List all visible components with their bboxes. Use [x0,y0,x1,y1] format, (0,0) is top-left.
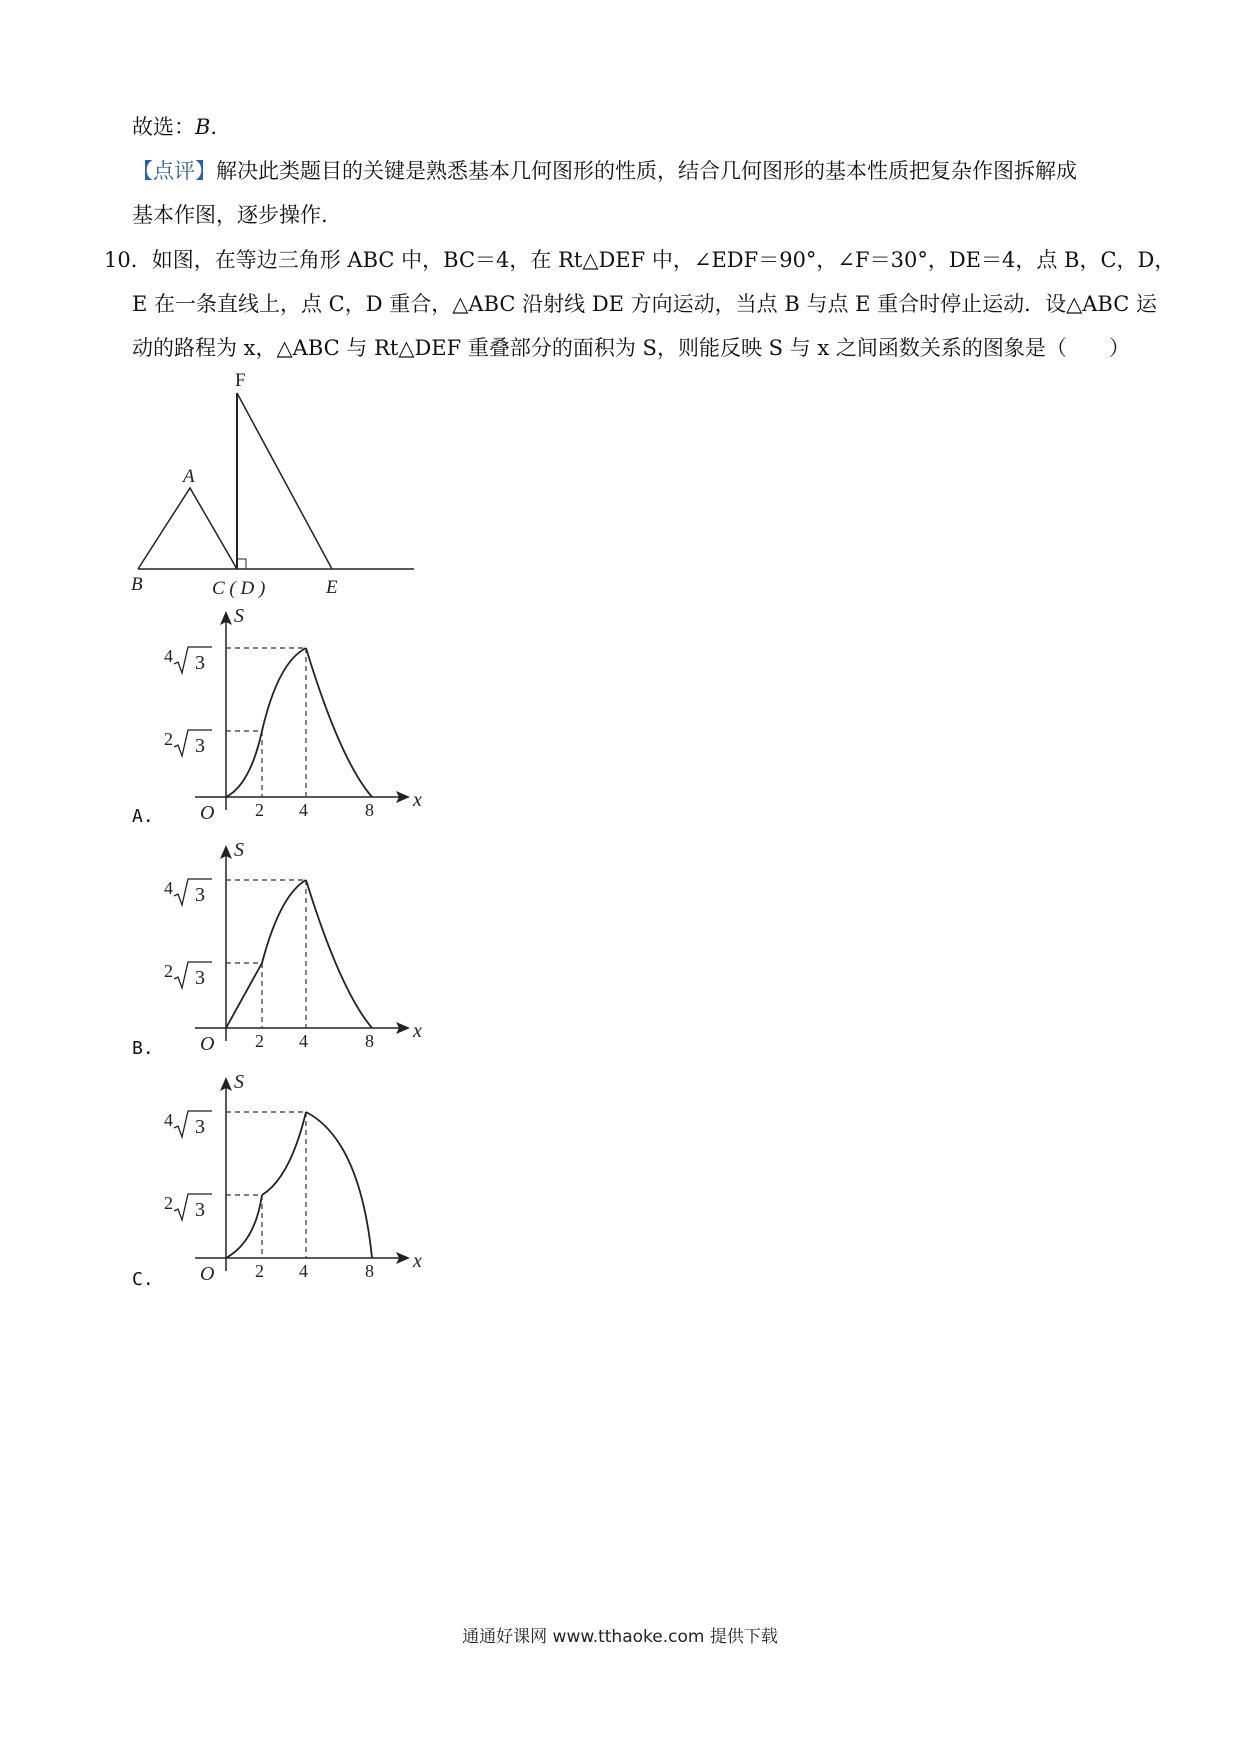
answer-value: B. [195,115,218,139]
x-tick-2: 2 [255,800,264,820]
y-axis-label: S [234,839,244,861]
option-b-label[interactable]: B. [132,1038,154,1059]
label-cd: C ( D ) [212,578,266,599]
comment-text-2: 基本作图，逐步操作. [132,203,328,227]
curve-rising-2 [262,1112,306,1195]
y-tick-low-coeff: 2 [164,961,173,981]
answer-prefix: 故选： [132,115,195,139]
y-tick-high-radicand: 3 [195,1116,205,1138]
y-tick-low-radicand: 3 [195,967,205,989]
label-f: F [235,370,246,391]
y-tick-high-radicand: 3 [195,652,205,674]
question-text-2: E 在一条直线上，点 C，D 重合，△ABC 沿射线 DE 方向运动，当点 B 与点 E 重合时停止运动．设△ABC 运 [132,292,1157,316]
label-b: B [131,574,143,595]
question-text-1: 如图，在等边三角形 ABC 中，BC＝4，在 Rt△DEF 中，∠EDF＝90°，∠F＝30°，DE＝4，点 B，C，D， [151,248,1176,272]
page-footer: 通通好课网 www.tthaoke.com 提供下载 [462,1627,778,1647]
label-e: E [326,577,338,598]
question-number: 10． [104,248,152,272]
curve-falling [306,1112,372,1258]
x-axis-label: x [413,1020,422,1042]
y-tick-low-radicand: 3 [195,1199,205,1221]
y-tick-high-coeff: 4 [164,878,173,898]
y-axis-label: S [234,1071,244,1093]
y-tick-low-radicand: 3 [195,735,205,757]
curve-rising-1 [226,1195,262,1258]
y-tick-high-coeff: 4 [164,646,173,666]
origin-label: O [200,1263,215,1285]
sqrt-sign-high [174,1111,212,1137]
y-tick-low-coeff: 2 [164,729,173,749]
sqrt-sign-low [174,1194,212,1220]
x-tick-8: 8 [365,800,374,820]
option-c-label[interactable]: C. [132,1269,154,1290]
y-tick-low-coeff: 2 [164,1193,173,1213]
y-tick-high-radicand: 3 [195,884,205,906]
x-tick-4: 4 [299,800,308,820]
origin-label: O [200,802,215,824]
label-a: A [183,466,195,487]
x-tick-8: 8 [365,1031,374,1051]
option-a-label[interactable]: A. [132,806,154,827]
question-text-3: 动的路程为 x，△ABC 与 Rt△DEF 重叠部分的面积为 S，则能反映 S 与 x 之间函数关系的图象是（ ） [132,336,1130,360]
x-tick-8: 8 [365,1261,374,1281]
x-axis-label: x [413,1250,422,1272]
comment-text-1: 解决此类题目的关键是熟悉基本几何图形的性质，结合几何图形的基本性质把复杂作图拆解成 [216,159,1077,183]
x-tick-4: 4 [299,1031,308,1051]
x-axis-label: x [413,789,422,811]
x-tick-2: 2 [255,1261,264,1281]
x-tick-4: 4 [299,1261,308,1281]
y-axis-label: S [234,605,244,627]
origin-label: O [200,1033,215,1055]
x-tick-2: 2 [255,1031,264,1051]
comment-tag: 【点评】 [132,159,216,183]
y-tick-high-coeff: 4 [164,1110,173,1130]
